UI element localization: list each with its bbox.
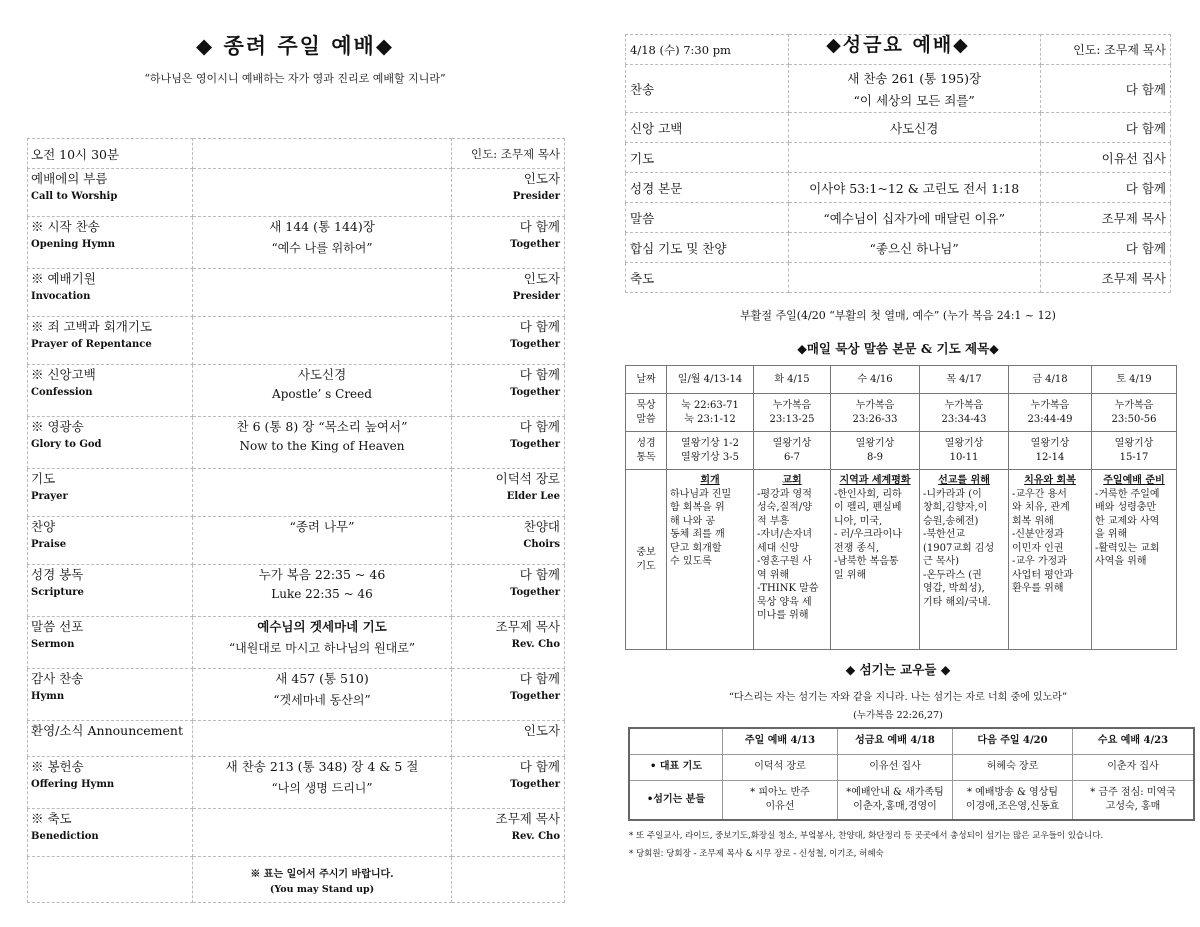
order-row [28, 809, 565, 857]
serving-cell: 성금요 예배 4/18 [838, 728, 953, 754]
devo-cell: 열왕기상 6-7 [754, 432, 831, 470]
order-item-en: Hymn [31, 691, 65, 702]
order-leader: 다 함께 [519, 419, 560, 434]
order-item-ko: ※ 죄 고백과 회개기도 [31, 319, 153, 334]
order-row [28, 721, 565, 757]
order-row [28, 517, 565, 565]
prayer-text: -니카라과 (이 창희,김향자,이 승원,송혜전) -북한선교 (1907교회 김성 근 목사) -온두라스 (권 영갑, 박희성), 기타 해외/국내. [923, 488, 995, 608]
devo-cell: 눅 22:63-71 눅 23:1-12 [667, 394, 754, 432]
order-row [28, 669, 565, 721]
order-leader: 이덕석 장로 [495, 471, 560, 486]
easter-notice: 부활절 주일(4/20 “부활의 첫 열매, 예수” (누가 복음 24:1 ~ 12) [740, 309, 1056, 322]
order-item-ko: 기도 [31, 471, 56, 486]
order-item-en: Opening Hymn [31, 239, 115, 250]
order-item-en: Benediction [31, 831, 99, 842]
order-item-ko: ※ 시작 찬송 [31, 219, 100, 234]
order-detail: 새 144 (통 144)장 [269, 219, 375, 234]
order-row [28, 317, 565, 365]
serving-cell: 이춘자 집사 [1073, 754, 1195, 780]
devo-row-label: 중보 기도 [626, 470, 667, 650]
devo-cell: 누가복음 23:26-33 [831, 394, 920, 432]
gf-leader: 인도: 조무제 목사 [1040, 35, 1170, 65]
serving-cell: *예배안내 & 새가족팀 이춘자,홍매,경영이 [838, 780, 953, 820]
prayer-text: -평강과 영적 성숙,질적/양 적 부흥 -자녀/손자녀 세대 신앙 -영혼구원 사 역 위해 -THINK 말씀 묵상 양육 세 미나를 위해 [757, 488, 819, 621]
order-leader: 다 함께 [519, 219, 560, 234]
gf-row [626, 203, 1171, 233]
order-row [28, 757, 565, 809]
order-detail-sub: “예수 나를 위하여” [271, 241, 373, 255]
order-leader: 조무제 목사 [495, 619, 560, 634]
devo-head-cell: 화 4/15 [754, 366, 831, 394]
devo-cell: 누가복음 23:44-49 [1009, 394, 1092, 432]
prayer-heading: 주일예배 준비 [1103, 475, 1165, 486]
prayer-cell [920, 470, 1009, 650]
prayer-heading: 회개 [700, 475, 720, 486]
gf-row [626, 233, 1171, 263]
stand-note: ※ 표는 일어서 주시기 바랍니다. [250, 868, 394, 880]
order-item-ko: ※ 축도 [31, 811, 72, 826]
serving-cell: * 피아노 반주 이유선 [723, 780, 838, 820]
gf-item: 말씀 [626, 203, 789, 233]
prayer-heading: 지역과 세계평화 [839, 475, 911, 486]
prayer-heading: 교회 [782, 475, 802, 486]
gf-item: 기도 [626, 143, 789, 173]
prayer-cell [1009, 470, 1092, 650]
order-leader-en: Together [510, 239, 560, 250]
order-row [28, 617, 565, 669]
devo-cell: 열왕기상 1-2 열왕기상 3-5 [667, 432, 754, 470]
prayer-text: -교우간 용서 와 치유, 관계 회복 위해 -신분안정과 이민자 인권 -교우 가정과 사업터 평안과 환우를 위해 [1012, 488, 1074, 594]
gf-time: 4/18 (수) 7:30 pm [626, 35, 789, 65]
gf-row [626, 65, 1171, 113]
order-detail: “종려 나무” [289, 519, 355, 534]
order-leader-en: Together [510, 439, 560, 450]
prayer-cell [754, 470, 831, 650]
order-item-en: Call to Worship [31, 191, 118, 202]
order-item-ko: 예배에의 부름 [31, 171, 108, 186]
order-item-ko: 환영/소식 Announcement [31, 723, 183, 738]
serving-cell: 수요 예배 4/23 [1073, 728, 1195, 754]
stand-note-en: (You may Stand up) [269, 883, 375, 895]
gf-item: 신앙 고백 [626, 113, 789, 143]
palm-time: 오전 10시 30분 [31, 146, 120, 162]
order-detail-sub: Luke 22:35 ~ 46 [271, 587, 373, 601]
order-leader-en: Together [510, 587, 560, 598]
serving-quote: “다스리는 자는 섬기는 자와 같을 지니라. 나는 섬기는 자로 너희 중에 있노라” [728, 692, 1068, 703]
order-leader-en: Elder Lee [506, 491, 560, 502]
order-item-ko: 감사 찬송 [31, 671, 84, 686]
serving-cell: • 대표 기도 [629, 754, 723, 780]
prayer-cell [831, 470, 920, 650]
gf-item: 합심 기도 및 찬양 [626, 233, 789, 263]
goodfriday-title: ◆성금요 예배◆ [826, 34, 970, 56]
gf-detail-sub: “이 세상의 모든 죄를” [853, 92, 975, 108]
order-detail: 새 찬송 213 (통 348) 장 4 & 5 절 [225, 759, 419, 774]
order-item-en: Invocation [31, 291, 91, 302]
serving-cell: 다음 주일 4/20 [953, 728, 1073, 754]
order-leader: 다 함께 [519, 367, 560, 382]
serving-cell: 주일 예배 4/13 [723, 728, 838, 754]
note-servants: * 또 주일교사, 라이드, 중보기도,화장실 청소, 부엌봉사, 찬양대, 화단정리 등 곳곳에서 충성되이 섬기는 많은 교우들이 있습니다. [629, 831, 1104, 841]
gf-leader-cell: 조무제 목사 [1040, 263, 1170, 293]
order-item-en: Offering Hymn [31, 779, 115, 790]
devotion-table [625, 365, 1177, 650]
order-leader: 인도자 [523, 171, 560, 186]
serving-cell: •섬기는 분들 [629, 780, 723, 820]
order-leader: 인도자 [523, 271, 560, 286]
gf-leader-cell: 다 함께 [1040, 113, 1170, 143]
devotion-title: ◆매일 묵상 말씀 본문 & 기도 제목◆ [797, 341, 999, 356]
gf-detail: 사도신경 [890, 120, 939, 136]
gf-detail: 새 찬송 261 (통 195)장 [847, 70, 982, 86]
palm-leader: 인도: 조무제 목사 [471, 146, 560, 161]
order-leader-en: Together [510, 691, 560, 702]
prayer-cell [667, 470, 754, 650]
devo-cell: 누가복음 23:34-43 [920, 394, 1009, 432]
order-detail: 누가 복음 22:35 ~ 46 [258, 567, 386, 582]
gf-detail: “좋으신 하나님” [869, 240, 959, 256]
order-item-en: Prayer of Repentance [31, 339, 152, 350]
order-detail: 찬 6 (통 8) 장 “목소리 높여서” [236, 419, 408, 434]
prayer-text: -거룩한 주일예 배와 성령충만 한 교제와 사역 을 위해 -활력있는 교회 사역을 위해 [1095, 488, 1160, 567]
prayer-heading: 선교를 위해 [938, 475, 990, 486]
order-detail: 사도신경 [297, 367, 347, 382]
gf-item: 축도 [626, 263, 789, 293]
order-item-ko: ※ 예배기원 [31, 271, 96, 286]
serving-title: ◆ 섬기는 교우들 ◆ [845, 662, 951, 677]
order-row [28, 365, 565, 417]
devo-cell: 누가복음 23:13-25 [754, 394, 831, 432]
order-item-ko: ※ 봉헌송 [31, 759, 84, 774]
order-leader: 조무제 목사 [495, 811, 560, 826]
palm-order-table [27, 138, 565, 903]
order-leader-en: Together [510, 339, 560, 350]
order-item-en: Sermon [31, 639, 75, 650]
gf-item: 성경 본문 [626, 173, 789, 203]
order-detail-sub: “내원대로 마시고 하나님의 원대로” [228, 641, 415, 655]
order-item-ko: ※ 신앙고백 [31, 367, 96, 382]
order-leader: 다 함께 [519, 319, 560, 334]
order-row [28, 417, 565, 469]
order-detail-sub: “나의 생명 드리니” [271, 781, 373, 795]
devo-row-label: 묵상 말씀 [626, 394, 667, 432]
devo-head-cell: 수 4/16 [831, 366, 920, 394]
serving-cell [629, 728, 723, 754]
palm-title: ◆ 종려 주일 예배◆ [196, 33, 394, 58]
right-section [625, 30, 1176, 859]
order-detail: 예수님의 겟세마네 기도 [257, 619, 387, 634]
gf-row [626, 263, 1171, 293]
note-session: * 당회원: 당회장 - 조무제 목사 & 시무 장로 - 신성철, 이기조, 허혜숙 [629, 849, 884, 859]
order-row [28, 269, 565, 317]
prayer-heading: 치유와 회복 [1024, 475, 1076, 486]
gf-row [626, 173, 1171, 203]
order-detail-sub: Apostle’ s Creed [272, 387, 372, 401]
serving-ref: (누가복음 22:26,27) [853, 710, 943, 721]
gf-item: 찬송 [626, 65, 789, 113]
serving-cell: 이덕석 장로 [723, 754, 838, 780]
order-leader: 다 함께 [519, 567, 560, 582]
order-leader-en: Presider [512, 191, 560, 202]
gf-leader-cell: 이유선 집사 [1040, 143, 1170, 173]
order-row [28, 565, 565, 617]
order-leader: 찬양대 [523, 519, 560, 534]
devo-cell: 열왕기상 12-14 [1009, 432, 1092, 470]
order-leader: 다 함께 [519, 671, 560, 686]
order-item-ko: 성경 봉독 [31, 567, 84, 582]
prayer-text: -한인사회, 리하 이 펠리, 펜실베 니아, 미국, - 러/우크라이나 전쟁 종식, -남북한 복음통 일 위해 [834, 488, 902, 581]
order-detail-sub: Now to the King of Heaven [239, 439, 405, 453]
order-leader-en: Choirs [523, 539, 560, 550]
palm-subtitle: “하나님은 영이시니 예배하는 자가 영과 진리로 예배할 지니라” [144, 72, 446, 85]
order-item-en: Praise [31, 539, 67, 550]
palm-sunday-section [27, 30, 563, 903]
order-item-en: Confession [31, 387, 93, 398]
gf-leader-cell: 다 함께 [1040, 233, 1170, 263]
order-leader-en: Presider [512, 291, 560, 302]
devo-cell: 열왕기상 8-9 [831, 432, 920, 470]
gf-detail: “예수님이 십자가에 매달린 이유” [823, 210, 1005, 226]
serving-cell: * 예배방송 & 영상팀 이경애,조은영,신동효 [953, 780, 1073, 820]
gf-leader-cell: 다 함께 [1040, 65, 1170, 113]
devo-head-cell: 금 4/18 [1009, 366, 1092, 394]
gf-row [626, 143, 1171, 173]
prayer-text: 하나님과 진밀 함 회복을 위 해 나와 공 동체 죄를 깨 닫고 회개할 수 있도록 [670, 488, 732, 567]
order-row [28, 469, 565, 517]
devo-head-cell: 목 4/17 [920, 366, 1009, 394]
order-row [28, 169, 565, 217]
order-leader-en: Rev. Cho [511, 831, 560, 842]
order-leader: 다 함께 [519, 759, 560, 774]
devo-head-cell: 토 4/19 [1092, 366, 1177, 394]
order-leader-en: Together [510, 779, 560, 790]
order-row [28, 217, 565, 269]
order-leader-en: Together [510, 387, 560, 398]
devo-cell: 누가복음 23:50-56 [1092, 394, 1177, 432]
devo-row-label: 성경 통독 [626, 432, 667, 470]
devo-head-cell: 날짜 [626, 366, 667, 394]
serving-cell: 이유선 집사 [838, 754, 953, 780]
order-item-ko: 말씀 선포 [31, 619, 84, 634]
devo-cell: 열왕기상 15-17 [1092, 432, 1177, 470]
order-item-en: Prayer [31, 491, 68, 502]
prayer-cell [1092, 470, 1177, 650]
serving-cell: * 금주 점심: 미역국 고성숙, 홍매 [1073, 780, 1195, 820]
order-leader-en: Rev. Cho [511, 639, 560, 650]
gf-leader-cell: 다 함께 [1040, 173, 1170, 203]
order-item-ko: ※ 영광송 [31, 419, 84, 434]
order-leader: 인도자 [523, 723, 560, 738]
serving-table [628, 727, 1195, 821]
devo-head-cell: 일/월 4/13-14 [667, 366, 754, 394]
order-detail-sub: “겟세마네 동산의” [273, 693, 371, 707]
goodfriday-table [625, 34, 1171, 293]
order-item-en: Scripture [31, 587, 84, 598]
order-item-en: Glory to God [31, 439, 102, 450]
gf-leader-cell: 조무제 목사 [1040, 203, 1170, 233]
gf-row [626, 113, 1171, 143]
devo-cell: 열왕기상 10-11 [920, 432, 1009, 470]
order-item-ko: 찬양 [31, 519, 56, 534]
order-detail: 새 457 (통 510) [275, 671, 369, 686]
serving-cell: 허혜숙 장로 [953, 754, 1073, 780]
gf-detail: 이사야 53:1~12 & 고린도 전서 1:18 [809, 180, 1020, 196]
